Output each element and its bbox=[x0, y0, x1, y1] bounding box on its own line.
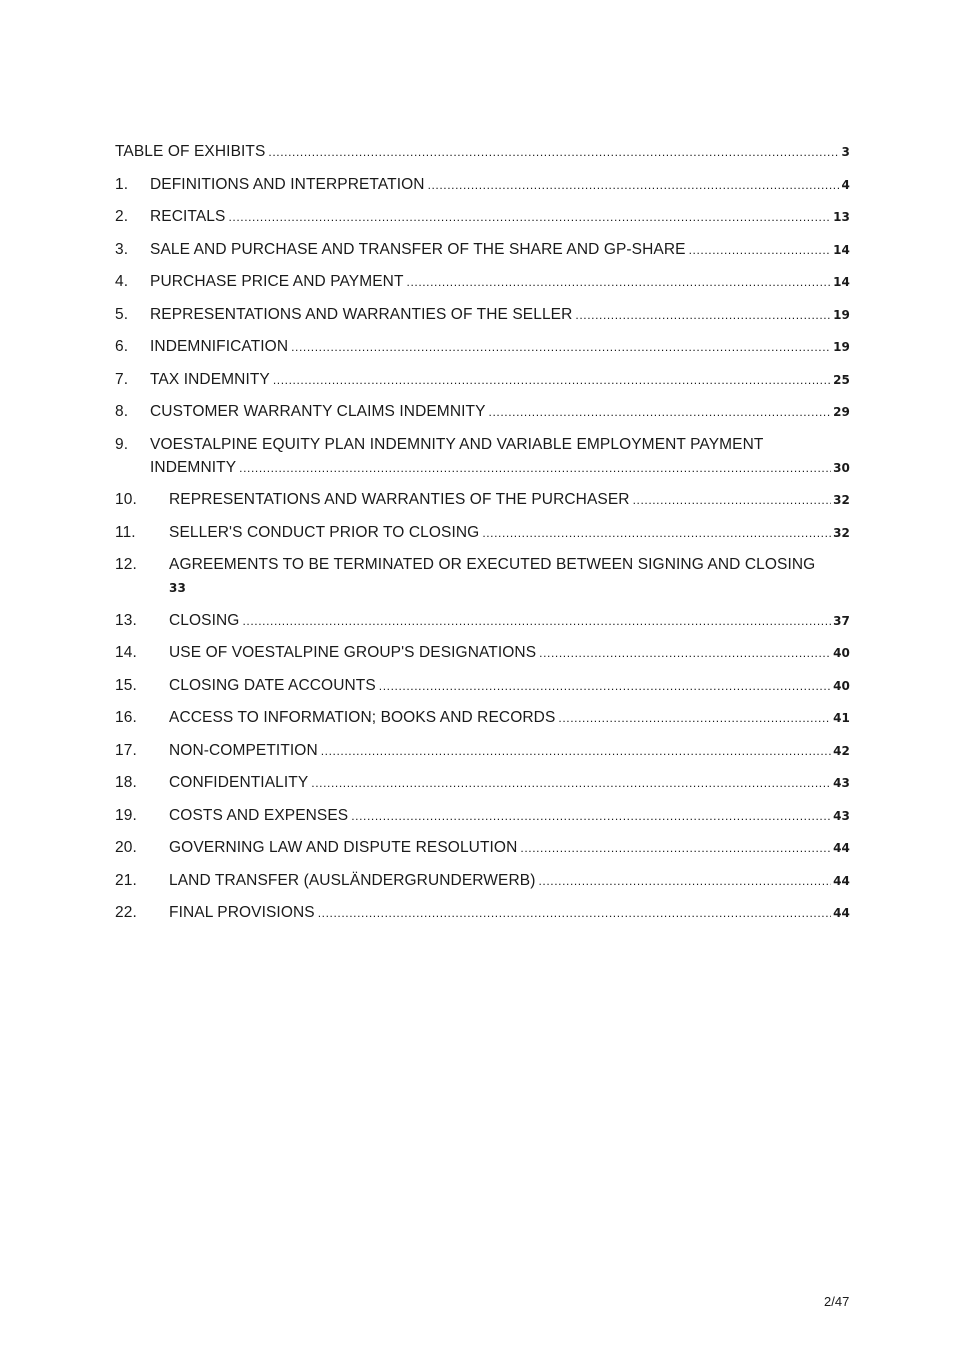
toc-entry-title: SALE AND PURCHASE AND TRANSFER OF THE SHARE AND GP-SHARE bbox=[150, 240, 686, 258]
toc-entry-3[interactable] bbox=[115, 239, 850, 261]
toc-entry-16[interactable] bbox=[115, 707, 850, 729]
toc-entry-title: CUSTOMER WARRANTY CLAIMS INDEMNITY bbox=[150, 403, 486, 420]
toc-leader-dots bbox=[575, 304, 831, 326]
table-of-contents bbox=[115, 141, 850, 935]
toc-entry-page: 32 bbox=[833, 493, 850, 507]
toc-leader-dots bbox=[558, 707, 831, 729]
toc-entry-page: 13 bbox=[833, 210, 850, 224]
toc-leader-dots bbox=[268, 141, 839, 163]
toc-leader-dots bbox=[311, 772, 831, 794]
toc-entry-number: 22. bbox=[115, 904, 137, 921]
toc-entry-page: 32 bbox=[833, 525, 850, 540]
toc-entry-number: 19. bbox=[115, 806, 137, 824]
toc-entry-20[interactable] bbox=[115, 837, 850, 859]
toc-entry-page: 19 bbox=[833, 307, 850, 322]
toc-entry-title: SELLER'S CONDUCT PRIOR TO CLOSING bbox=[169, 523, 480, 541]
toc-entry-5[interactable] bbox=[115, 304, 850, 326]
toc-entry-page: 43 bbox=[833, 808, 850, 823]
toc-leader-dots bbox=[318, 902, 831, 924]
toc-entry-6[interactable] bbox=[115, 336, 850, 358]
toc-entry-number: 16. bbox=[115, 709, 137, 726]
toc-leader-dots bbox=[242, 610, 831, 632]
toc-entry-title: GOVERNING LAW AND DISPUTE RESOLUTION bbox=[169, 839, 518, 856]
toc-entry-number: 10. bbox=[115, 491, 137, 508]
toc-entry-21[interactable] bbox=[115, 870, 850, 892]
toc-leader-dots bbox=[482, 522, 831, 544]
toc-entry-9[interactable] bbox=[115, 434, 850, 479]
toc-entry-1[interactable] bbox=[115, 174, 850, 196]
toc-entry-10[interactable] bbox=[115, 489, 850, 511]
toc-entry-title-line1: VOESTALPINE EQUITY PLAN INDEMNITY AND VARIABLE EMPLOYMENT PAYMENT bbox=[150, 435, 764, 453]
toc-entry-number: 9. bbox=[115, 435, 129, 453]
toc-leader-dots bbox=[689, 239, 832, 261]
toc-entry-page: 41 bbox=[833, 711, 850, 725]
toc-entry-page: 44 bbox=[833, 873, 850, 888]
toc-entry-number: 12. bbox=[115, 556, 137, 573]
toc-leader-dots bbox=[291, 336, 831, 358]
toc-entry-19[interactable] bbox=[115, 805, 850, 827]
toc-leader-dots bbox=[539, 642, 831, 664]
toc-entry-title: DEFINITIONS AND INTERPRETATION bbox=[150, 175, 425, 193]
toc-entry-8[interactable] bbox=[115, 401, 850, 423]
toc-leader-dots bbox=[228, 206, 831, 228]
toc-leader-dots bbox=[407, 271, 832, 293]
toc-entry-page: 43 bbox=[833, 776, 850, 790]
toc-entry-17[interactable] bbox=[115, 740, 850, 762]
toc-entry-body bbox=[115, 141, 850, 163]
toc-entry-number: 3. bbox=[115, 240, 129, 258]
toc-entry-2[interactable] bbox=[115, 206, 850, 228]
toc-entry-title: RECITALS bbox=[150, 208, 226, 225]
toc-entry-number: 20. bbox=[115, 839, 137, 856]
toc-entry-number: 4. bbox=[115, 273, 129, 290]
toc-entry-page: 40 bbox=[833, 678, 850, 693]
toc-entry-title: NON-COMPETITION bbox=[169, 741, 318, 759]
toc-entry-title: COSTS AND EXPENSES bbox=[169, 806, 349, 824]
toc-entry-page: 25 bbox=[833, 372, 850, 387]
toc-entry-number: 13. bbox=[115, 611, 137, 629]
toc-entry-title: CONFIDENTIALITY bbox=[169, 774, 309, 791]
toc-leader-dots bbox=[489, 401, 832, 423]
toc-entry-title-line2: INDEMNITY bbox=[150, 458, 237, 476]
toc-entry-page: 42 bbox=[833, 743, 850, 758]
toc-leader-dots bbox=[379, 675, 831, 697]
toc-entry-title: REPRESENTATIONS AND WARRANTIES OF THE PURCHASER bbox=[169, 491, 630, 508]
toc-entry-page: 3 bbox=[841, 145, 850, 159]
toc-entry-14[interactable] bbox=[115, 642, 850, 664]
toc-entry-4[interactable] bbox=[115, 271, 850, 293]
toc-entry-page: 37 bbox=[833, 613, 850, 628]
toc-entry-number: 14. bbox=[115, 644, 137, 661]
toc-entry-number: 11. bbox=[115, 523, 136, 541]
toc-entry-title: TABLE OF EXHIBITS bbox=[115, 143, 266, 160]
toc-entry-page: 19 bbox=[833, 340, 850, 354]
toc-entry-12[interactable] bbox=[115, 554, 850, 599]
toc-entry-page: 44 bbox=[833, 841, 850, 855]
toc-entry-page: 30 bbox=[833, 460, 850, 475]
toc-entry-exhibits[interactable] bbox=[115, 141, 850, 163]
toc-entry-number: 18. bbox=[115, 774, 137, 791]
toc-entry-page: 14 bbox=[833, 275, 850, 289]
toc-leader-dots bbox=[520, 837, 831, 859]
toc-entry-title: CLOSING bbox=[169, 611, 240, 629]
toc-leader-dots bbox=[538, 870, 831, 892]
toc-entry-number: 17. bbox=[115, 741, 137, 759]
toc-entry-page: 44 bbox=[833, 906, 850, 920]
toc-entry-15[interactable] bbox=[115, 675, 850, 697]
toc-entry-title: FINAL PROVISIONS bbox=[169, 904, 315, 921]
toc-entry-22[interactable] bbox=[115, 902, 850, 924]
toc-entry-page: 14 bbox=[833, 242, 850, 257]
toc-entry-page: 33 bbox=[169, 581, 186, 595]
toc-leader-dots bbox=[633, 489, 832, 511]
toc-entry-title: INDEMNIFICATION bbox=[150, 338, 289, 355]
toc-entry-title: ACCESS TO INFORMATION; BOOKS AND RECORDS bbox=[169, 709, 556, 726]
toc-entry-18[interactable] bbox=[115, 772, 850, 794]
toc-entry-number: 8. bbox=[115, 403, 129, 420]
toc-entry-number: 2. bbox=[115, 208, 129, 225]
toc-entry-number: 5. bbox=[115, 305, 129, 323]
toc-leader-dots bbox=[239, 457, 831, 479]
toc-entry-page: 4 bbox=[841, 177, 850, 192]
toc-entry-11[interactable] bbox=[115, 522, 850, 544]
toc-entry-title: LAND TRANSFER (AUSLÄNDERGRUNDERWERB) bbox=[169, 871, 536, 889]
toc-leader-dots bbox=[351, 805, 831, 827]
toc-entry-number: 15. bbox=[115, 676, 137, 694]
toc-entry-title: CLOSING DATE ACCOUNTS bbox=[169, 676, 376, 694]
toc-entry-title: AGREEMENTS TO BE TERMINATED OR EXECUTED BETWEEN SIGNING AND CLOSING bbox=[169, 556, 816, 573]
toc-entry-title: USE OF VOESTALPINE GROUP'S DESIGNATIONS bbox=[169, 644, 537, 661]
toc-entry-number: 6. bbox=[115, 338, 129, 355]
toc-entry-number: 21. bbox=[115, 871, 137, 889]
toc-entry-page: 40 bbox=[833, 646, 850, 660]
toc-entry-title: REPRESENTATIONS AND WARRANTIES OF THE SELLER bbox=[150, 305, 573, 323]
toc-leader-dots bbox=[428, 174, 840, 196]
toc-entry-number: 7. bbox=[115, 370, 129, 388]
toc-leader-dots bbox=[273, 369, 831, 391]
page-indicator: 2/47 bbox=[824, 1294, 850, 1309]
toc-entry-number: 1. bbox=[115, 175, 129, 193]
toc-entry-page: 29 bbox=[833, 405, 850, 419]
toc-entry-7[interactable] bbox=[115, 369, 850, 391]
toc-entry-title: TAX INDEMNITY bbox=[150, 370, 270, 388]
toc-entry-title: PURCHASE PRICE AND PAYMENT bbox=[150, 273, 404, 290]
toc-entry-13[interactable] bbox=[115, 610, 850, 632]
toc-leader-dots bbox=[321, 740, 831, 762]
